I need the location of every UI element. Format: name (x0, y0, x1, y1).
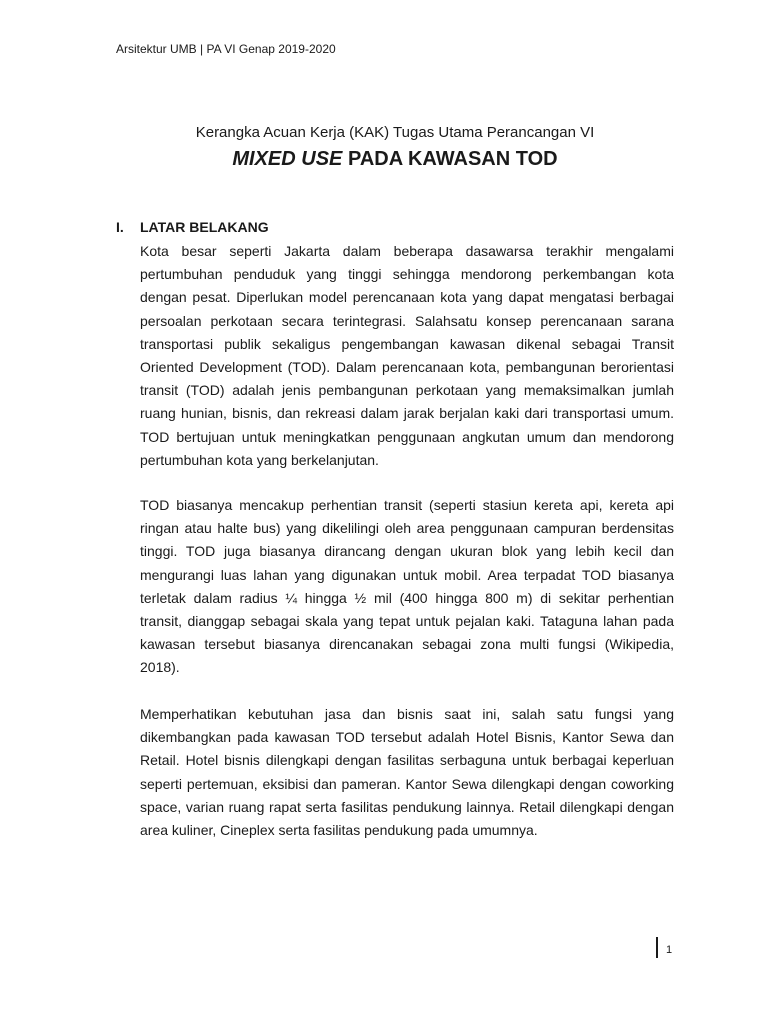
paragraph-line: persoalan perkotaan secara terintegrasi. Salahsatu konsep perencanaan sarana (140, 312, 674, 329)
paragraph-line: mengurangi luas lahan yang digunakan untuk mobil. Area terpadat TOD biasanya (140, 566, 674, 583)
paragraph-line: Retail. Hotel bisnis dilengkapi dengan fasilitas serbaguna untuk berbagai keperluan (140, 752, 674, 769)
paragraph-line: seperti pertemuan, eksibisi dan pameran. Kantor Sewa dilengkapi dengan coworking (140, 775, 674, 792)
paragraph-line: transportasi publik sekaligus pengembangan kawasan dikenal sebagai Transit (140, 335, 674, 352)
paragraph-line: TOD biasanya mencakup perhentian transit (seperti stasiun kereta api, kereta api (140, 497, 674, 513)
paragraph-line: kawasan tersebut biasanya direncanakan sebagai zona multi fungsi (Wikipedia, (140, 636, 674, 653)
paragraph (140, 703, 674, 842)
paragraph-line: ruang hunian, bisnis, dan rekreasi dalam jarak berjalan kaki dari transportasi umum. (140, 405, 674, 422)
section-heading: LATAR BELAKANG (140, 219, 269, 235)
paragraph-line: dengan pesat. Diperlukan model perencanaan kota yang dapat mengatasi berbagai (140, 289, 674, 306)
paragraph-line: pertumbuhan kota yang berkelanjutan. (140, 451, 379, 468)
title-rest: PADA KAWASAN TOD (342, 148, 558, 170)
paragraph-line: pertumbuhan penduduk yang tinggi sehingga mendorong perkembangan kota (140, 266, 674, 283)
paragraph (140, 494, 674, 680)
paragraph-line: 2018). (140, 659, 180, 676)
paragraph-line: terletak dalam radius ¼ hingga ½ mil (400 hingga 800 m) di sekitar perhentian (140, 589, 674, 606)
paragraph-line: Oriented Development (TOD). Dalam perencanaan kota, pembangunan berorientasi (140, 358, 674, 375)
paragraph-line: transit, dianggap sebagai skala yang tepat untuk pejalan kaki. Tataguna lahan pada (140, 612, 674, 629)
paragraph-line: tinggi. TOD juga biasanya dirancang dengan ukuran blok yang lebih kecil dan (140, 543, 674, 560)
running-header: Arsitektur UMB | PA VI Genap 2019-2020 (116, 42, 336, 56)
paragraph-line: transit (TOD) adalah jenis pembangunan perkotaan yang memaksimalkan jumlah (140, 382, 674, 399)
paragraph-line: area kuliner, Cineplex serta fasilitas pendukung pada umumnya. (140, 821, 538, 838)
title-emphasis: MIXED USE (232, 148, 343, 170)
paragraph (140, 240, 674, 472)
paragraph-line: Kota besar seperti Jakarta dalam beberapa dasawarsa terakhir mengalami (140, 243, 674, 259)
section-number: I. (116, 219, 124, 235)
paragraph-line: dikembangkan pada kawasan TOD tersebut adalah Hotel Bisnis, Kantor Sewa dan (140, 729, 674, 746)
paragraph-line: TOD bertujuan untuk meningkatkan penggunaan angkutan umum dan mendorong (140, 428, 674, 445)
page-number-divider (656, 937, 658, 958)
page-number: 1 (666, 944, 673, 956)
paragraph-line: ringan atau halte bus) yang dikelilingi oleh area penggunaan campuran berdensitas (140, 520, 674, 537)
document-title (0, 148, 768, 171)
document-subtitle: Kerangka Acuan Kerja (KAK) Tugas Utama Perancangan VI (195, 124, 595, 141)
paragraph-line: Memperhatikan kebutuhan jasa dan bisnis saat ini, salah satu fungsi yang (140, 706, 674, 722)
paragraph-line: space, varian ruang rapat serta fasilitas pendukung lainnya. Retail dilengkapi dengan (140, 798, 674, 815)
